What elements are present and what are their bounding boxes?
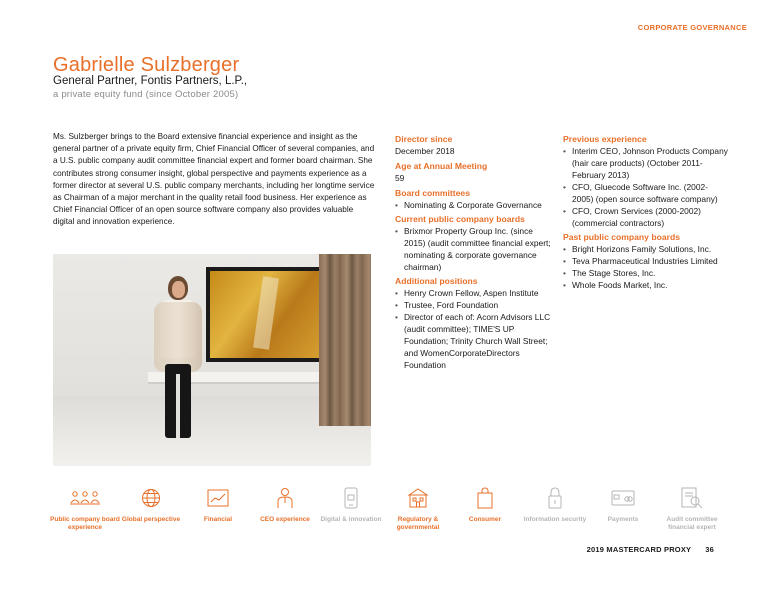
skill-label: Regulatory & governmental (396, 516, 440, 531)
age-label: Age at Annual Meeting (395, 161, 488, 171)
previous-experience-label: Previous experience (563, 134, 647, 144)
skill-label: Financial (203, 516, 233, 523)
current-boards-label: Current public company boards (395, 214, 525, 224)
previous-experience-list (563, 145, 728, 229)
director-bio: Ms. Sulzberger brings to the Board extensive financial experience and insight as the general partner of a private equity firm, Chief Financial Officer of several companies, and a U.S. public company audit committee financial expert and former board chairman. She contributes strong consumer insight, global perspective and payments experience as a former director at several U.S. public company merchants, including her longtime service as Chairman of a major merchant in the quality retail food business. Her experience as Chief Financial Officer of an open source software company also provides valuable digital and innovation experience. (53, 132, 375, 227)
skill-digital-innovation (316, 486, 386, 524)
skill-audit-committee (657, 486, 727, 532)
page-footer (587, 545, 714, 554)
list-item: • CFO, Gluecode Software Inc. (2002-2005) (open source software company) (563, 181, 728, 205)
list-item: • CFO, Crown Services (2000-2002) (commercial contractors) (563, 205, 728, 229)
age-value: 59 (395, 173, 405, 183)
list-item: • Henry Crown Fellow, Aspen Institute (395, 287, 555, 299)
digital-icon (316, 486, 386, 510)
card-icon (588, 486, 658, 510)
list-item: • The Stage Stores, Inc. (563, 267, 728, 279)
chart-icon (183, 486, 253, 510)
skill-financial (183, 486, 253, 524)
list-item: • Brixmor Property Group Inc. (since 2015) (audit committee financial expert; nominating & corporate governance chairman) (395, 225, 555, 273)
board-people-icon (50, 486, 120, 510)
list-item: • Whole Foods Market, Inc. (563, 279, 728, 291)
skill-ceo-experience (250, 486, 320, 524)
current-boards-list (395, 225, 555, 273)
audit-document-icon (657, 486, 727, 510)
additional-positions-list (395, 287, 555, 371)
skill-label: Payments (607, 516, 639, 523)
skill-label: Consumer (468, 516, 502, 523)
globe-icon (116, 486, 186, 510)
director-subtitle: a private equity fund (since October 2005) (53, 89, 239, 100)
skill-information-security (520, 486, 590, 524)
past-boards-list (563, 243, 728, 291)
committees-list (395, 199, 555, 211)
skill-label: Audit committee financial expert (666, 516, 718, 531)
past-boards-label: Past public company boards (563, 232, 680, 242)
director-details-column (395, 131, 555, 373)
list-item: • Teva Pharmaceutical Industries Limited (563, 255, 728, 267)
skills-icon-row (50, 486, 730, 536)
list-item: • Trustee, Ford Foundation (395, 299, 555, 311)
director-name: Gabrielle Sulzberger (53, 54, 240, 76)
skill-payments (588, 486, 658, 524)
section-label: CORPORATE GOVERNANCE (637, 23, 747, 32)
skill-label: Global perspective (121, 516, 181, 523)
additional-positions-label: Additional positions (395, 276, 478, 286)
skill-public-company-board (50, 486, 120, 532)
list-item: • Director of each of: Acorn Advisors LLC (audit committee); TIME'S UP Foundation; Trinity Church Wall Street; and WomenCorporateDirectors Foundation (395, 311, 555, 371)
skill-regulatory-governmental (383, 486, 453, 532)
lock-icon (520, 486, 590, 510)
document-title: 2019 MASTERCARD PROXY (586, 545, 692, 554)
skill-label: CEO experience (260, 516, 310, 523)
director-since-value: December 2018 (395, 146, 455, 156)
skill-label: Digital & innovation (320, 516, 382, 523)
skill-label: Public company board experience (50, 516, 120, 531)
skill-label: Information security (523, 516, 587, 523)
list-item: • Bright Horizons Family Solutions, Inc. (563, 243, 728, 255)
skill-global-perspective (116, 486, 186, 524)
director-photo (53, 254, 371, 466)
page-number: 36 (705, 545, 714, 554)
skill-consumer (450, 486, 520, 524)
government-building-icon (383, 486, 453, 510)
list-item: • Interim CEO, Johnson Products Company (hair care products) (October 2011-February 2013) (563, 145, 728, 181)
director-since-label: Director since (395, 134, 453, 144)
shopping-bag-icon (450, 486, 520, 510)
executive-icon (250, 486, 320, 510)
committees-label: Board committees (395, 188, 470, 198)
director-title: General Partner, Fontis Partners, L.P., (53, 75, 248, 87)
experience-column (563, 131, 728, 293)
list-item: • Nominating & Corporate Governance (395, 199, 555, 211)
